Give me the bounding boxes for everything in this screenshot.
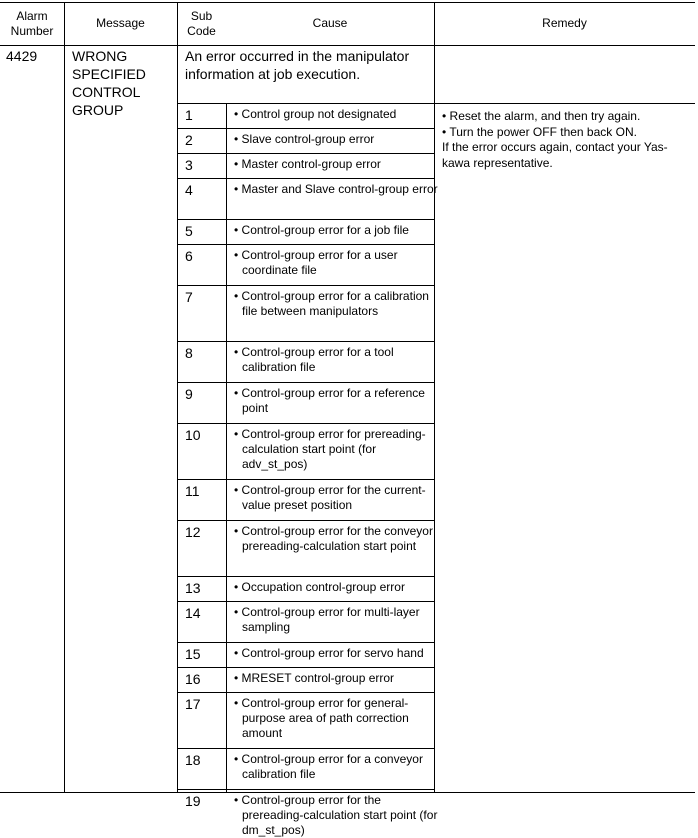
row-divider bbox=[177, 382, 434, 383]
row-divider bbox=[177, 244, 434, 245]
row-divider bbox=[177, 153, 434, 154]
sub-code: 8 bbox=[185, 345, 193, 361]
sub-code: 12 bbox=[185, 524, 201, 540]
remedy-line-1: • Reset the alarm, and then try again. bbox=[442, 109, 641, 123]
sub-code-cause: • MRESET control-group error bbox=[234, 671, 395, 685]
col-divider-1 bbox=[64, 2, 65, 792]
subcode-divider bbox=[226, 103, 227, 792]
sub-code-cause: • Slave control-group error bbox=[234, 132, 375, 146]
sub-code: 17 bbox=[185, 696, 201, 712]
sub-code: 10 bbox=[185, 427, 201, 443]
row-divider bbox=[177, 285, 434, 286]
sub-code: 13 bbox=[185, 580, 201, 596]
row-divider bbox=[177, 341, 434, 342]
row-divider bbox=[177, 748, 434, 749]
row-divider bbox=[177, 423, 434, 424]
row-divider bbox=[177, 479, 434, 480]
sub-code-cause: • Control-group error for a calibration file between manipulators bbox=[234, 289, 429, 318]
sub-code: 14 bbox=[185, 605, 201, 621]
row-divider bbox=[177, 601, 434, 602]
sub-code-cause: • Control-group error for multi-layer sampling bbox=[234, 605, 420, 634]
header-cause: Cause bbox=[312, 16, 348, 30]
sub-code: 3 bbox=[185, 157, 193, 173]
sub-code-cause: • Control-group error for the conveyor prereading-calculation start point bbox=[234, 524, 433, 553]
row-divider bbox=[177, 789, 434, 790]
sub-code-cause: • Control-group error for a user coordinate file bbox=[234, 248, 398, 277]
header-bottom-border bbox=[0, 45, 695, 46]
header-message: Message bbox=[96, 16, 145, 30]
sub-code: 11 bbox=[185, 483, 200, 499]
sub-code-cause: • Control-group error for a reference point bbox=[234, 386, 425, 415]
sub-code-cause: • Control-group error for a tool calibration file bbox=[234, 345, 394, 374]
sub-code-cause: • Control-group error for prereading-calculation start point (for adv_st_pos) bbox=[234, 427, 426, 471]
row-divider bbox=[177, 667, 434, 668]
sub-code-cause: • Control-group error for a job file bbox=[234, 223, 409, 237]
row-divider bbox=[177, 128, 434, 129]
sub-code: 4 bbox=[185, 182, 193, 198]
cause-intro: An error occurred in the manipulator information at job execution. bbox=[185, 48, 410, 82]
sub-code: 1 bbox=[185, 107, 193, 123]
sub-code-cause: • Control-group error for a conveyor calibration file bbox=[234, 752, 423, 781]
sub-code-cause: • Master and Slave control-group error bbox=[234, 182, 438, 196]
sub-code-cause: • Control-group error for the current-value preset position bbox=[234, 483, 426, 512]
header-remedy: Remedy bbox=[542, 16, 587, 30]
sub-code-cause: • Occupation control-group error bbox=[234, 580, 405, 594]
col-divider-2 bbox=[177, 2, 178, 792]
sub-code: 5 bbox=[185, 223, 193, 239]
row-divider bbox=[177, 692, 434, 693]
row-divider bbox=[177, 520, 434, 521]
remedy-text bbox=[442, 109, 692, 171]
sub-code: 7 bbox=[185, 289, 193, 305]
sub-code: 2 bbox=[185, 132, 193, 148]
alarm-number: 4429 bbox=[6, 48, 38, 64]
sub-code-cause: • Control-group error for the prereading-calculation start point (for dm_st_pos) bbox=[234, 793, 438, 837]
cause-intro-divider bbox=[177, 103, 695, 104]
sub-code: 9 bbox=[185, 386, 193, 402]
sub-code-cause: • Control-group error for general-purpose area of path correction amount bbox=[234, 696, 409, 740]
row-divider bbox=[177, 178, 434, 179]
remedy-line-2: • Turn the power OFF then back ON. bbox=[442, 124, 637, 139]
sub-code: 16 bbox=[185, 671, 201, 687]
remedy-line-3: If the error occurs again, contact your Yas-kawa representative. bbox=[442, 140, 668, 170]
header-alarm-number: Alarm Number bbox=[10, 8, 54, 38]
alarm-message: WRONG SPECIFIED CONTROL GROUP bbox=[72, 48, 146, 118]
sub-code: 18 bbox=[185, 752, 201, 768]
sub-code: 6 bbox=[185, 248, 193, 264]
sub-code-cause: • Control group not designated bbox=[234, 107, 397, 121]
row-divider bbox=[177, 219, 434, 220]
sub-code-cause: • Control-group error for servo hand bbox=[234, 646, 424, 660]
sub-code: 19 bbox=[185, 793, 201, 809]
row-divider bbox=[177, 642, 434, 643]
row-divider bbox=[177, 576, 434, 577]
header-sub-code: Sub Code bbox=[187, 8, 216, 38]
sub-code-cause: • Master control-group error bbox=[234, 157, 381, 171]
sub-code: 15 bbox=[185, 646, 201, 662]
